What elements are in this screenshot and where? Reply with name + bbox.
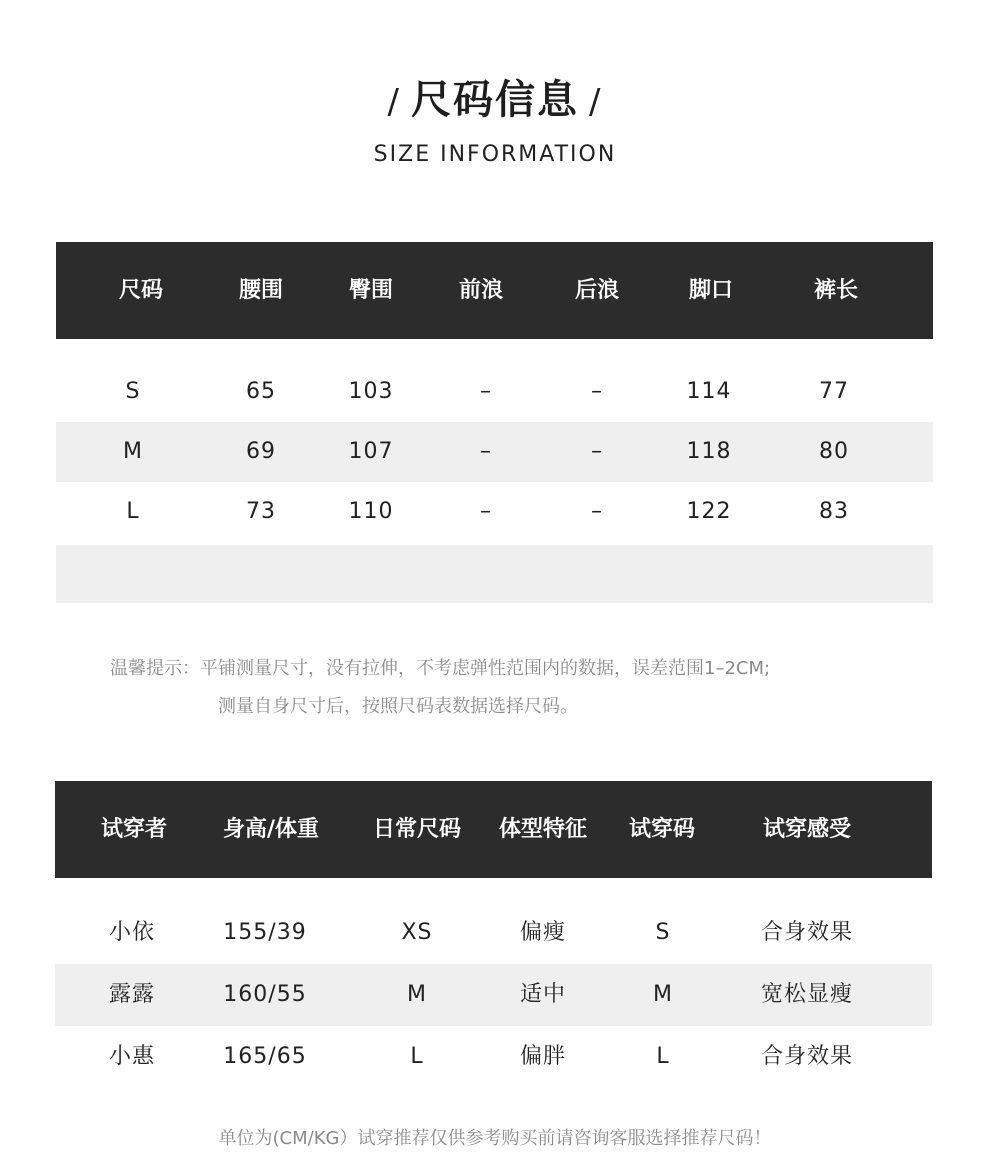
cell-tried-size: L: [656, 1044, 670, 1069]
cell-body-type: 适中: [519, 982, 567, 1007]
cell-size: M: [123, 439, 143, 464]
cell-waist: 69: [246, 439, 276, 464]
cell-front-rise: –: [480, 499, 492, 524]
cell-size: S: [125, 379, 141, 404]
size-table-header: [56, 242, 933, 339]
title-slash-right: /: [589, 82, 603, 122]
table-row: [55, 964, 932, 1026]
header-hip: 臀围: [348, 278, 394, 303]
title-text: 尺码信息: [411, 77, 579, 123]
table-row: [55, 902, 932, 964]
header-front-rise: 前浪: [458, 278, 504, 303]
note-line-2: 测量自身尺寸后，按照尺码表数据选择尺码。: [218, 696, 578, 717]
blank-row: [56, 545, 933, 603]
size-note: [110, 650, 770, 726]
table-row: [56, 362, 933, 422]
header-tried-size: 试穿码: [628, 817, 696, 842]
cell-leg-opening: 118: [686, 439, 732, 464]
note-line-1: 温馨提示：平铺测量尺寸，没有拉伸，不考虑弹性范围内的数据，误差范围1–2CM;: [110, 658, 771, 679]
cell-size: L: [126, 499, 140, 524]
cell-height-weight: 165/65: [223, 1044, 307, 1069]
header-waist: 腰围: [238, 278, 284, 303]
title-block: [0, 70, 990, 167]
size-table: [56, 242, 933, 603]
header-fit-feeling: 试穿感受: [762, 817, 852, 842]
cell-leg-opening: 114: [686, 379, 732, 404]
cell-tester: 小依: [108, 920, 156, 945]
header-back-rise: 后浪: [574, 278, 620, 303]
cell-tried-size: S: [655, 920, 671, 945]
page-subtitle: SIZE INFORMATION: [373, 142, 617, 167]
cell-front-rise: –: [480, 379, 492, 404]
cell-back-rise: –: [591, 439, 603, 464]
cell-front-rise: –: [480, 439, 492, 464]
title-slash-left: /: [387, 82, 401, 122]
cell-usual-size: XS: [401, 920, 433, 945]
cell-waist: 65: [246, 379, 276, 404]
try-on-table-header: [55, 781, 932, 878]
cell-usual-size: M: [407, 982, 427, 1007]
cell-leg-opening: 122: [686, 499, 732, 524]
table-row: [56, 422, 933, 482]
table-row: [56, 482, 933, 542]
cell-hip: 110: [348, 499, 394, 524]
cell-fit-feeling: 宽松显瘦: [760, 982, 854, 1007]
cell-usual-size: L: [410, 1044, 424, 1069]
cell-fit-feeling: 合身效果: [760, 920, 854, 945]
cell-height-weight: 155/39: [223, 920, 307, 945]
cell-body-type: 偏瘦: [519, 920, 567, 945]
table-row: [55, 1026, 932, 1088]
cell-fit-feeling: 合身效果: [760, 1044, 854, 1069]
cell-tester: 露露: [108, 982, 156, 1007]
page-title: [0, 70, 990, 132]
header-usual-size: 日常尺码: [372, 817, 462, 842]
header-pants-length: 裤长: [813, 278, 859, 303]
cell-hip: 103: [348, 379, 394, 404]
cell-waist: 73: [246, 499, 276, 524]
cell-pants-length: 83: [819, 499, 849, 524]
header-leg-opening: 脚口: [688, 278, 734, 303]
cell-tester: 小惠: [108, 1044, 156, 1069]
cell-body-type: 偏胖: [519, 1044, 567, 1069]
cell-pants-length: 77: [819, 379, 849, 404]
cell-pants-length: 80: [819, 439, 849, 464]
header-size: 尺码: [118, 278, 164, 303]
cell-back-rise: –: [591, 499, 603, 524]
try-on-table: [55, 781, 932, 1088]
header-height-weight: 身高/体重: [222, 817, 320, 842]
cell-tried-size: M: [653, 982, 673, 1007]
footer-note: 单位为(CM/KG）试穿推荐仅供参考购买前请咨询客服选择推荐尺码！: [218, 1128, 772, 1149]
cell-hip: 107: [348, 439, 394, 464]
cell-height-weight: 160/55: [223, 982, 307, 1007]
cell-back-rise: –: [591, 379, 603, 404]
header-tester: 试穿者: [100, 817, 168, 842]
header-body-type: 体型特征: [498, 817, 588, 842]
